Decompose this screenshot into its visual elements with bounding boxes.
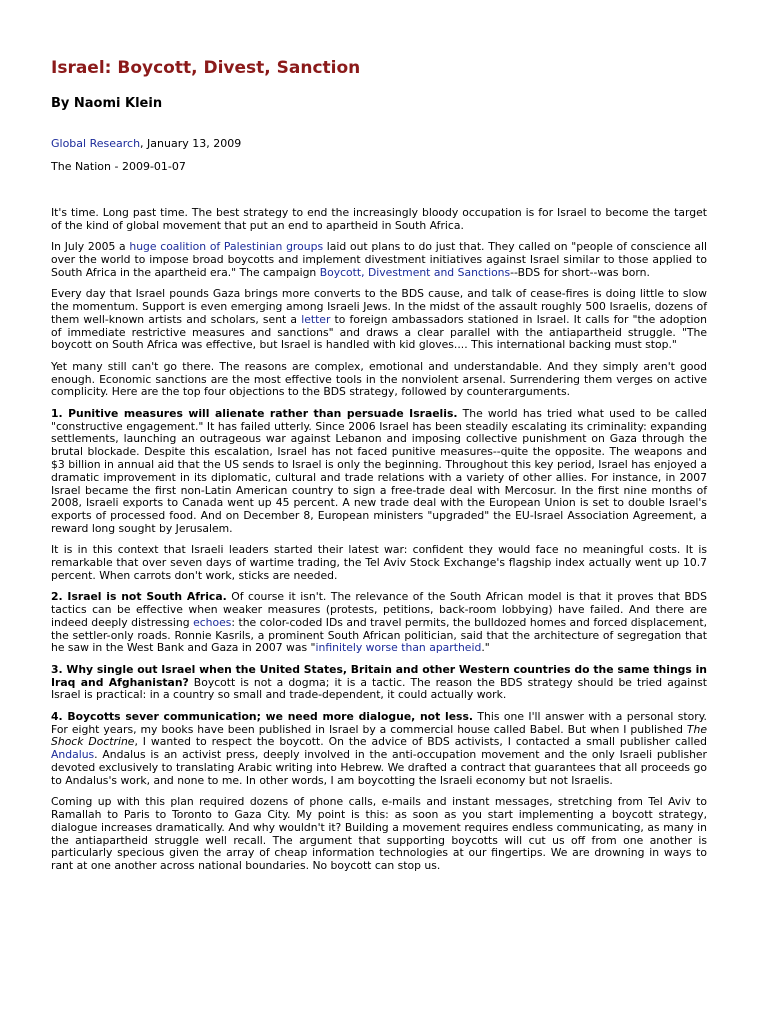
p7-text-2: : the color-coded IDs and travel permits, the bulldozed homes and forced displacement, the settler-only roads. Ronnie Kasrils, a prominent South African politician, said that the architecture of segregation that he saw in the West Bank and Gaza in 2007 was ": [51, 615, 708, 655]
objection-2-heading: 2. Israel is not South Africa.: [51, 590, 227, 604]
paragraph-7: [51, 591, 707, 655]
p9-text-2: , I wanted to respect the boycott. On the advice of BDS activists, I contacted a small publisher called: [134, 735, 707, 749]
coalition-link[interactable]: huge coalition of Palestinian groups: [129, 240, 324, 254]
letter-link[interactable]: letter: [301, 312, 331, 326]
paragraph-4: Yet many still can't go there. The reasons are complex, emotional and understandable. And they simply aren't good enough. Economic sanctions are the most effective tools in the nonviolent arsenal. Surrendering them verges on active complicity. Here are the top four objections to the BDS strategy, followed by counterarguments.: [51, 359, 707, 399]
echoes-link[interactable]: echoes: [193, 615, 232, 629]
p9-text-1: This one I'll answer with a personal story. For eight years, my books have been published in Israel by a commercial house called Babel. But when I published: [51, 709, 707, 736]
byline: By Naomi Klein: [51, 96, 163, 111]
p2-text-2: laid out plans to do just that. They called on "people of conscience all over the world to impose broad boycotts and implement divestment initiatives against Israel similar to those applied to South Africa in the apartheid era." The campaign: [51, 240, 708, 279]
bds-link[interactable]: Boycott, Divestment and Sanctions: [319, 265, 511, 279]
p9-text-3: . Andalus is an activist press, deeply involved in the anti-occupation movement and the only Israeli publisher devoted exclusively to translating Arabic writing into Hebrew. We drafted a contract that guarantees that all proceeds go to Andalus's work, and none to me. In other words, I am boycotting the Israeli economy but not Israelis.: [51, 748, 707, 787]
p5-text: The world has tried what used to be called "constructive engagement." It has failed utterly. Since 2006 Israel has been steadily escalating its criminality: expanding settlements, launching an outrageous war against Lebanon and imposing collective punishment on Gaza through the brutal blockade. Despite this escalation, Israel has not faced punitive measures--quite the opposite. The weapons and $3 billion in annual aid that the US sends to Israel is only the beginning. Throughout this key period, Israel has enjoyed a dramatic improvement in its diplomatic, cultural and trade relations with a variety of other allies. For instance, in 2007 Israel became the first non-Latin American country to sign a free-trade deal with Mercosur. In the first nine months of 2008, Israeli exports to Canada went up 45 percent. A new trade deal with the European Union is set to double Israel's exports of processed food. And on December 8, European ministers "upgraded" the EU-Israel Association Agreement, a reward long sought by Jerusalem.: [51, 406, 707, 535]
andalus-link[interactable]: Andalus: [51, 748, 95, 762]
paragraph-9: [51, 711, 707, 788]
objection-3-heading: 3. Why single out Israel when the United States, Britain and other Western countries do the same things in Iraq and Afghanistan?: [51, 662, 707, 689]
p7-text-1: Of course it isn't. The relevance of the South African model is that it proves that BDS tactics can be effective when weaker measures (protests, petitions, back-room lobbying) have failed. And there are indeed deeply distressing: [51, 590, 707, 629]
apartheid-link[interactable]: infinitely worse than apartheid: [315, 641, 482, 655]
source-date: , January 13, 2009: [140, 137, 242, 150]
objection-4-heading: 4. Boycotts sever communication; we need more dialogue, not less.: [51, 709, 473, 723]
paragraph-6: It is in this context that Israeli leaders started their latest war: confident they would face no meaningful costs. It is remarkable that over seven days of wartime trading, the Tel Aviv Stock Exchange's flagship index actually went up 10.7 percent. When carrots don't work, sticks are needed.: [51, 543, 707, 582]
objection-1-heading: 1. Punitive measures will alienate rather than persuade Israelis.: [51, 406, 458, 420]
article-title: Israel: Boycott, Divest, Sanction: [51, 58, 361, 78]
origin-line: The Nation - 2009-01-07: [51, 160, 186, 173]
article-body: [51, 207, 707, 873]
p3-text-1: Every day that Israel pounds Gaza brings more converts to the BDS cause, and talk of cease-fires is doing little to slow the momentum. Support is even emerging among Israeli Jews. In the midst of the assault roughly 500 Israelis, dozens of them well-known artists and scholars, sent a: [51, 287, 707, 326]
paragraph-1: It's time. Long past time. The best strategy to end the increasingly bloody occupation is for Israel to become the target of the kind of global movement that put an end to apartheid in South Africa.: [51, 206, 707, 232]
p3-text-2: to foreign ambassadors stationed in Israel. It calls for "the adoption of immediate restrictive measures and sanctions" and draws a clear parallel with the antiapartheid struggle. "The boycott on South Africa was effective, but Israel is handled with kid gloves.... This international backing must stop.": [51, 312, 708, 352]
p8-text: Boycott is not a dogma; it is a tactic. The reason the BDS strategy should be tried against Israel is practical: in a country so small and trade-dependent, it could actually work.: [51, 675, 707, 702]
paragraph-2: [51, 241, 707, 279]
paragraph-10: Coming up with this plan required dozens of phone calls, e-mails and instant messages, stretching from Tel Aviv to Ramallah to Paris to Toronto to Gaza City. My point is this: as soon as you start implementing a boycott strategy, dialogue increases dramatically. And why wouldn't it? Building a movement requires endless communicating, as many in the antiapartheid struggle well recall. The argument that supporting boycotts will cut us off from one another is particularly specious given the array of cheap information technologies at our fingertips. We are drowning in ways to rant at one another across national boundaries. No boycott can stop us.: [51, 795, 707, 873]
book-title: The Shock Doctrine: [51, 722, 707, 749]
source-line: [51, 137, 241, 150]
p2-text-3: --BDS for short--was born.: [510, 265, 650, 279]
paragraph-5: [51, 408, 707, 536]
p7-text-3: .": [481, 641, 490, 655]
paragraph-3: [51, 288, 707, 352]
paragraph-8: [51, 664, 707, 702]
source-link[interactable]: Global Research: [51, 137, 141, 150]
p2-text-1: In July 2005 a: [51, 240, 130, 254]
